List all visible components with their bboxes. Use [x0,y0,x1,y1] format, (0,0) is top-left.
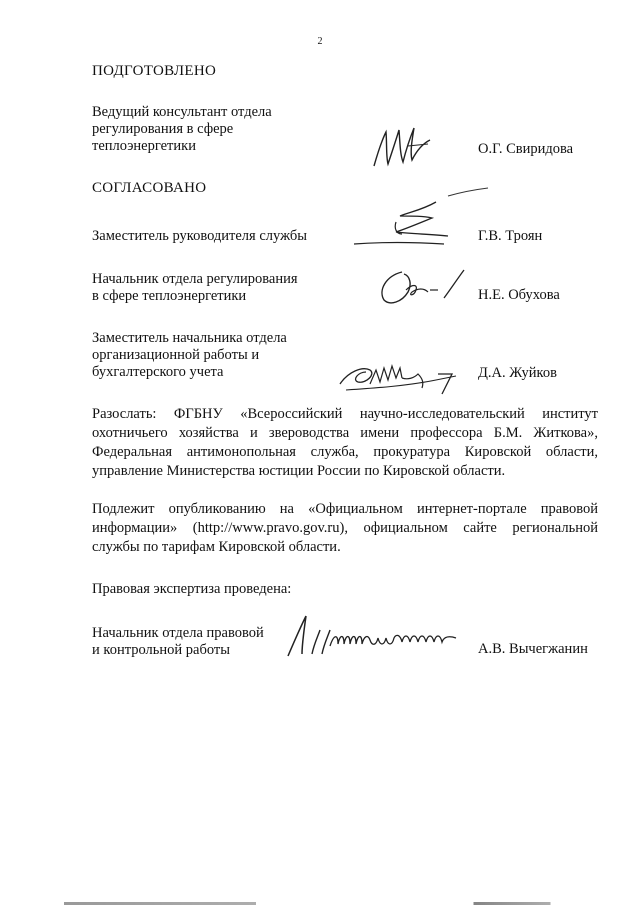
signer-role [92,228,307,245]
prepared-name: О.Г. Свиридова [478,141,574,157]
prepared-role [92,104,272,155]
signer-role [92,271,298,305]
agreed-heading: СОГЛАСОВАНО [92,180,207,196]
signature-obukhova [372,262,472,308]
distribution-list: Разослать: ФГБНУ «Всероссийский научно-исследовательский институт охотничьего хозяйства и звероводства имени профессора Б.М. Житкова», Федеральная антимонопольная служба, прокуратура Кировской области, управление Министерства юстиции России по Кировской области. [92,406,598,479]
signature-sviridova [368,122,438,170]
signer-role [92,330,287,381]
publication-notice: Подлежит опубликованию на «Официальном интернет-портале правовой информации» (http://www.pravo.gov.ru), официальном сайте региональной службы по тарифам Кировской области. [92,501,598,555]
signer-name: Д.А. Жуйков [478,365,557,381]
role-line: Заместитель руководителя службы [92,228,308,244]
signature-zhuykov [336,350,460,396]
signer-name: Г.В. Троян [478,228,543,244]
role-line: Начальник отдела правовой [92,625,264,641]
role-line: в сфере теплоэнергетики [92,288,247,304]
role-line: бухгалтерского учета [92,364,224,380]
role-line: Начальник отдела регулирования [92,271,298,287]
role-line: организационной работы и [92,347,260,363]
legal-review-role [92,625,264,659]
legal-review-statement: Правовая экспертиза проведена: [92,581,292,597]
role-line: Заместитель начальника отдела [92,330,287,346]
role-line: регулирования в сфере [92,121,234,137]
signer-name: Н.Е. Обухова [478,287,560,303]
signature-troyan [352,182,492,252]
role-line: и контрольной работы [92,642,230,658]
prepared-heading: ПОДГОТОВЛЕНО [92,63,217,79]
page-number: 2 [317,36,323,47]
role-line: Ведущий консультант отдела [92,104,272,120]
legal-review-name: А.В. Вычегжанин [478,641,588,657]
role-line: теплоэнергетики [92,138,196,154]
signature-vychegzhanin [284,610,470,660]
